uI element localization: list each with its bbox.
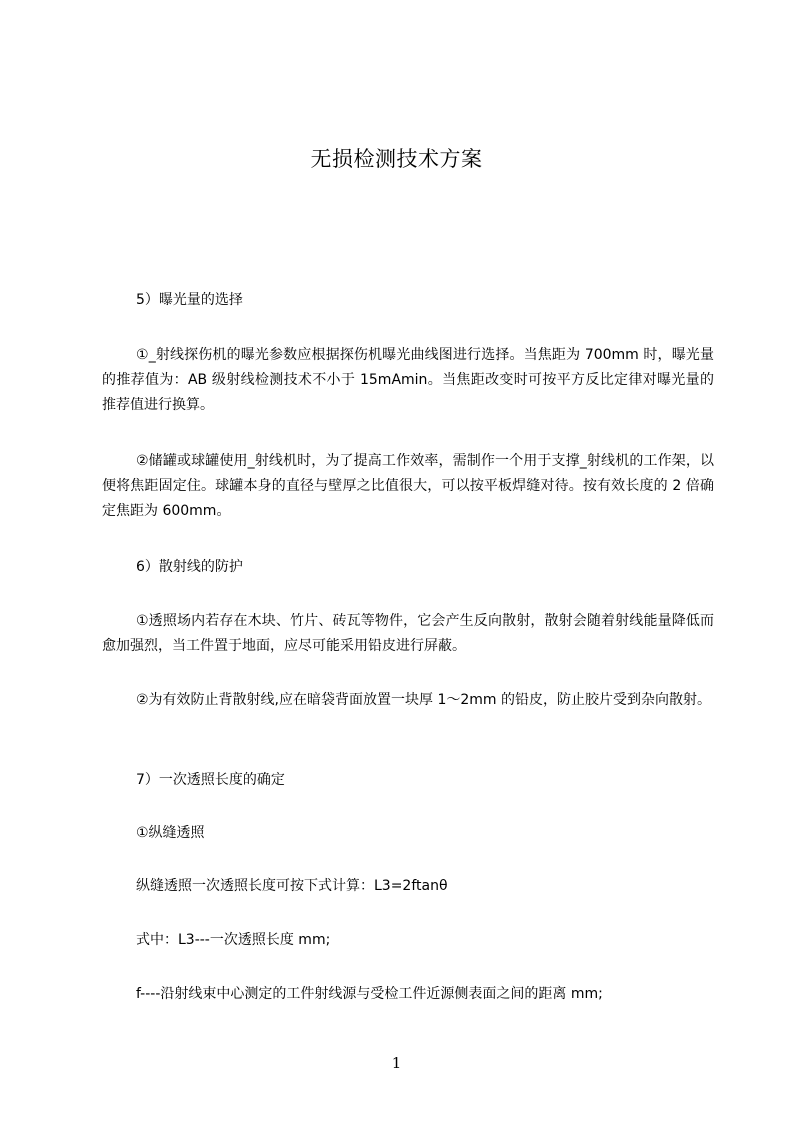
section-heading-exposure: 5）曝光量的选择 bbox=[136, 292, 243, 308]
page-number: 1 bbox=[391, 1054, 402, 1072]
section-heading-scatter: 6）散射线的防护 bbox=[136, 559, 243, 575]
paragraph-scatter-2: ②为有效防止背散射线,应在暗袋背面放置一块厚 1～2mm 的铅皮，防止胶片受到杂向散射。 bbox=[136, 692, 711, 708]
document-title: 无损检测技术方案 bbox=[310, 147, 483, 171]
formula-line: 纵缝透照一次透照长度可按下式计算：L3=2ftanθ bbox=[136, 878, 448, 894]
paragraph-exposure-1: ①_射线探伤机的曝光参数应根据探伤机曝光曲线图进行选择。当焦距为 700mm 时，曝光量的推荐值为：AB 级射线检测技术不小于 15mAmin。当焦距改变时可按平方反比定律对曝光量的推荐值进行换算。 bbox=[102, 347, 714, 413]
paragraph-exposure-2: ②储罐或球罐使用_射线机时，为了提高工作效率，需制作一个用于支撑_射线机的工作架，以便将焦距固定住。球罐本身的直径与壁厚之比值很大，可以按平板焊缝对待。按有效长度的 2 倍确定焦距为 600mm。 bbox=[102, 453, 714, 519]
paragraph-scatter-1: ①透照场内若存在木块、竹片、砖瓦等物件，它会产生反向散射，散射会随着射线能量降低而愈加强烈，当工件置于地面，应尽可能采用铅皮进行屏蔽。 bbox=[102, 613, 714, 654]
formula-f-definition: f----沿射线束中心测定的工件射线源与受检工件近源侧表面之间的距离 mm; bbox=[136, 986, 603, 1002]
formula-where-line: 式中：L3---一次透照长度 mm; bbox=[136, 932, 331, 948]
section-heading-length: 7）一次透照长度的确定 bbox=[136, 772, 285, 788]
item-longitudinal-seam: ①纵缝透照 bbox=[136, 825, 205, 841]
